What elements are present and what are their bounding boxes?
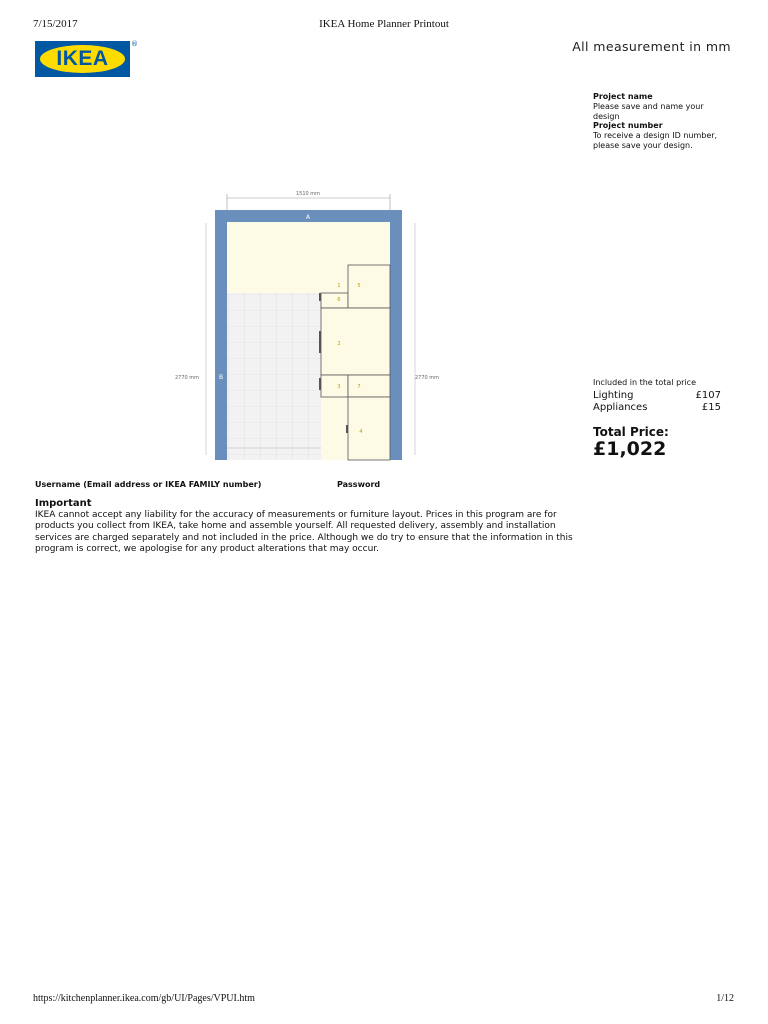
cabinet-number: 4: [359, 429, 363, 435]
footer-url: https://kitchenplanner.ikea.com/gb/UI/Pages/VPUI.htm: [33, 993, 255, 1004]
important-body: IKEA cannot accept any liability for the accuracy of measurements or furniture layout. Prices in this program are for products you collect from IKEA, take home and assemble yourself. All requested delivery, assembly and installation services are charged separately and not included in the price. Although we do try to ensure that the information in this program is correct, we apologise for any product alterations that may occur.: [35, 510, 573, 554]
footer-page-number: 1/12: [716, 993, 734, 1004]
username-label: Username (Email address or IKEA FAMILY number): [35, 480, 262, 489]
price-row-value: £107: [695, 390, 721, 401]
price-row-label: Lighting: [593, 390, 634, 401]
cabinet-number: 2: [337, 341, 341, 347]
cabinet-number: 5: [357, 283, 361, 289]
important-heading: Important: [35, 498, 92, 509]
tiled-area: [227, 293, 321, 460]
ikea-logo-text: IKEA: [56, 47, 109, 70]
project-info: [593, 92, 723, 151]
price-row-appliances: [593, 402, 721, 414]
project-number-label: Project number: [593, 121, 663, 131]
ikea-logo-oval: [40, 45, 125, 73]
print-date: 7/15/2017: [33, 18, 78, 30]
included-label: Included in the total price: [593, 378, 696, 387]
right-dimension: 2770 mm: [414, 375, 440, 381]
price-row-value: £15: [701, 402, 721, 413]
measurement-note: All measurement in mm: [572, 39, 731, 54]
important-notice: [35, 498, 580, 555]
width-dimension: 1510 mm: [295, 191, 321, 197]
print-title: IKEA Home Planner Printout: [319, 18, 449, 30]
total-price-label: Total Price:: [593, 425, 669, 439]
total-price-value: £1,022: [593, 438, 667, 460]
price-row-lighting: [593, 390, 721, 402]
floor-plan: [165, 183, 440, 455]
cabinet-number: 3: [337, 384, 341, 390]
password-label: Password: [337, 480, 381, 489]
project-name-label: Project name: [593, 92, 653, 101]
wall-a-label: A: [305, 214, 311, 221]
project-name-value: Please save and name your design: [593, 101, 704, 121]
price-row-label: Appliances: [593, 402, 648, 413]
cabinet-number: 6: [337, 297, 341, 303]
cabinet-number: 1: [337, 283, 341, 289]
cabinet-number: 7: [357, 384, 361, 390]
ikea-logo: [35, 41, 130, 77]
registered-mark: ®: [131, 40, 138, 48]
wall-b-label: B: [218, 374, 224, 381]
left-dimension: 2770 mm: [174, 375, 200, 381]
project-number-value: To receive a design ID number, please save your design.: [593, 131, 718, 150]
price-summary: [593, 378, 721, 460]
